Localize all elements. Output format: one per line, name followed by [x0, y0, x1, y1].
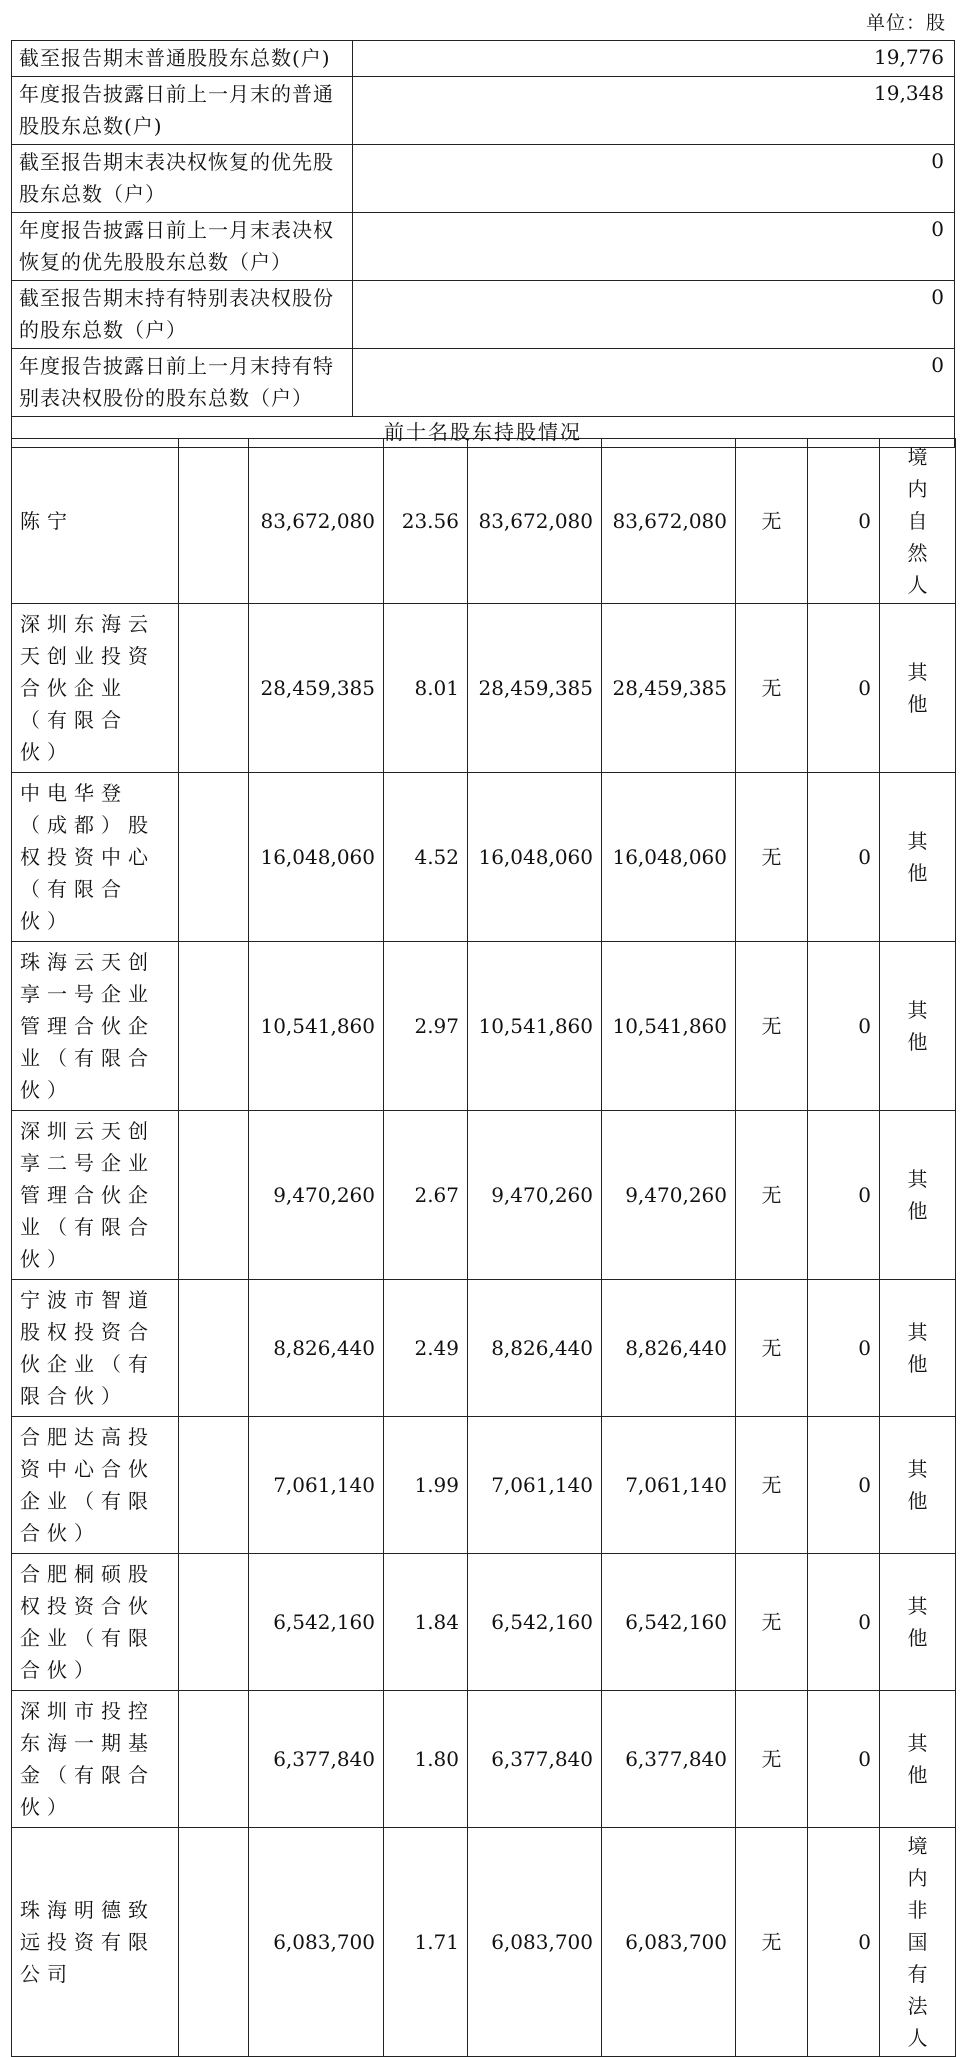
holder-nature: 其 他 — [880, 1417, 956, 1554]
summary-row — [12, 77, 955, 145]
holder-pledge-quantity: 0 — [808, 1111, 880, 1280]
holder-shares: 6,377,840 — [249, 1691, 384, 1828]
summary-label: 年度报告披露日前上一月末的普通股股东总数(户) — [12, 77, 353, 145]
holder-nature: 其 他 — [880, 1111, 956, 1280]
holder-name: 珠海云天创享一号企业管理合伙企业（有限合伙） — [12, 942, 179, 1111]
summary-row — [12, 349, 955, 417]
summary-value: 19,348 — [353, 77, 955, 145]
holder-row — [12, 604, 956, 773]
holder-change — [179, 1554, 249, 1691]
section-title: 前十名股东持股情况 — [12, 417, 955, 448]
summary-label: 截至报告期末普通股股东总数(户) — [12, 41, 353, 77]
holder-nature: 境 内 非 国 有 法 人 — [880, 1828, 956, 2057]
holder-percent: 1.84 — [384, 1554, 468, 1691]
holder-restricted-shares: 7,061,140 — [602, 1417, 736, 1554]
shareholder-summary-table — [11, 40, 955, 448]
summary-value: 19,776 — [353, 41, 955, 77]
holder-restricted-shares: 10,541,860 — [602, 942, 736, 1111]
holder-percent: 2.97 — [384, 942, 468, 1111]
holder-limited-shares: 6,542,160 — [468, 1554, 602, 1691]
holder-restricted-shares: 6,542,160 — [602, 1554, 736, 1691]
holder-pledge-quantity: 0 — [808, 773, 880, 942]
holder-limited-shares: 8,826,440 — [468, 1280, 602, 1417]
holder-change — [179, 439, 249, 604]
summary-value: 0 — [353, 145, 955, 213]
holder-nature: 其 他 — [880, 1280, 956, 1417]
holder-pledge-status: 无 — [736, 1691, 808, 1828]
holder-pledge-status: 无 — [736, 604, 808, 773]
holder-pledge-status: 无 — [736, 1417, 808, 1554]
holder-row — [12, 1691, 956, 1828]
holder-percent: 1.99 — [384, 1417, 468, 1554]
summary-row — [12, 145, 955, 213]
holder-nature: 其 他 — [880, 773, 956, 942]
holder-change — [179, 1417, 249, 1554]
holder-pledge-quantity: 0 — [808, 1554, 880, 1691]
holder-limited-shares: 16,048,060 — [468, 773, 602, 942]
holder-restricted-shares: 9,470,260 — [602, 1111, 736, 1280]
summary-label: 截至报告期末表决权恢复的优先股股东总数（户） — [12, 145, 353, 213]
holder-percent: 1.71 — [384, 1828, 468, 2057]
holder-name: 合肥达高投资中心合伙企业（有限合伙） — [12, 1417, 179, 1554]
holder-pledge-quantity: 0 — [808, 1280, 880, 1417]
holder-shares: 6,542,160 — [249, 1554, 384, 1691]
holder-pledge-status: 无 — [736, 1280, 808, 1417]
holder-shares: 16,048,060 — [249, 773, 384, 942]
holder-shares: 10,541,860 — [249, 942, 384, 1111]
holder-limited-shares: 7,061,140 — [468, 1417, 602, 1554]
holder-name: 陈宁 — [12, 439, 179, 604]
holder-nature: 境 内 自 然 人 — [880, 439, 956, 604]
holder-name: 中电华登（成都）股权投资中心（有限合伙） — [12, 773, 179, 942]
holder-percent: 23.56 — [384, 439, 468, 604]
holder-nature: 其 他 — [880, 604, 956, 773]
summary-label: 截至报告期末持有特别表决权股份的股东总数（户） — [12, 281, 353, 349]
holder-limited-shares: 6,377,840 — [468, 1691, 602, 1828]
holder-name: 深圳云天创享二号企业管理合伙企业（有限合伙） — [12, 1111, 179, 1280]
holder-change — [179, 1691, 249, 1828]
holder-name: 深圳市投控东海一期基金（有限合伙） — [12, 1691, 179, 1828]
holder-pledge-status: 无 — [736, 773, 808, 942]
unit-label: 单位：股 — [865, 12, 946, 34]
holder-pledge-status: 无 — [736, 439, 808, 604]
holder-row — [12, 1417, 956, 1554]
holder-limited-shares: 6,083,700 — [468, 1828, 602, 2057]
holder-change — [179, 942, 249, 1111]
holder-restricted-shares: 6,083,700 — [602, 1828, 736, 2057]
holder-pledge-status: 无 — [736, 1828, 808, 2057]
holder-change — [179, 1280, 249, 1417]
holder-restricted-shares: 83,672,080 — [602, 439, 736, 604]
holder-shares: 6,083,700 — [249, 1828, 384, 2057]
holder-pledge-status: 无 — [736, 1554, 808, 1691]
holder-pledge-quantity: 0 — [808, 1417, 880, 1554]
summary-row — [12, 41, 955, 77]
summary-row — [12, 281, 955, 349]
holder-shares: 28,459,385 — [249, 604, 384, 773]
holder-name: 珠海明德致远投资有限公司 — [12, 1828, 179, 2057]
holder-shares: 7,061,140 — [249, 1417, 384, 1554]
holder-nature: 其 他 — [880, 1554, 956, 1691]
holder-row — [12, 1111, 956, 1280]
holder-pledge-status: 无 — [736, 1111, 808, 1280]
holder-change — [179, 604, 249, 773]
holder-row — [12, 942, 956, 1111]
holder-shares: 8,826,440 — [249, 1280, 384, 1417]
holder-limited-shares: 83,672,080 — [468, 439, 602, 604]
holder-row — [12, 439, 956, 604]
holder-limited-shares: 9,470,260 — [468, 1111, 602, 1280]
summary-row — [12, 213, 955, 281]
holder-nature: 其 他 — [880, 1691, 956, 1828]
holder-name: 宁波市智道股权投资合伙企业（有限合伙） — [12, 1280, 179, 1417]
holder-change — [179, 1111, 249, 1280]
holder-name: 合肥桐硕股权投资合伙企业（有限合伙） — [12, 1554, 179, 1691]
summary-value: 0 — [353, 349, 955, 417]
summary-label: 年度报告披露日前上一月末持有特别表决权股份的股东总数（户） — [12, 349, 353, 417]
holder-pledge-quantity: 0 — [808, 604, 880, 773]
holder-percent: 2.49 — [384, 1280, 468, 1417]
holder-shares: 9,470,260 — [249, 1111, 384, 1280]
top-ten-holders-table — [11, 438, 956, 2057]
holder-restricted-shares: 16,048,060 — [602, 773, 736, 942]
holder-nature: 其 他 — [880, 942, 956, 1111]
holder-pledge-quantity: 0 — [808, 1691, 880, 1828]
holder-percent: 4.52 — [384, 773, 468, 942]
summary-label: 年度报告披露日前上一月末表决权恢复的优先股股东总数（户） — [12, 213, 353, 281]
holder-restricted-shares: 28,459,385 — [602, 604, 736, 773]
holder-name: 深圳东海云天创业投资合伙企业（有限合伙） — [12, 604, 179, 773]
holder-percent: 1.80 — [384, 1691, 468, 1828]
holder-pledge-quantity: 0 — [808, 1828, 880, 2057]
holder-restricted-shares: 6,377,840 — [602, 1691, 736, 1828]
holder-row — [12, 1554, 956, 1691]
holder-restricted-shares: 8,826,440 — [602, 1280, 736, 1417]
holder-limited-shares: 28,459,385 — [468, 604, 602, 773]
holder-shares: 83,672,080 — [249, 439, 384, 604]
holder-percent: 8.01 — [384, 604, 468, 773]
holder-limited-shares: 10,541,860 — [468, 942, 602, 1111]
holder-row — [12, 1280, 956, 1417]
holder-pledge-quantity: 0 — [808, 439, 880, 604]
holder-pledge-quantity: 0 — [808, 942, 880, 1111]
holder-change — [179, 773, 249, 942]
holder-row — [12, 1828, 956, 2057]
holder-percent: 2.67 — [384, 1111, 468, 1280]
holder-row — [12, 773, 956, 942]
summary-value: 0 — [353, 281, 955, 349]
holder-pledge-status: 无 — [736, 942, 808, 1111]
holder-change — [179, 1828, 249, 2057]
summary-value: 0 — [353, 213, 955, 281]
